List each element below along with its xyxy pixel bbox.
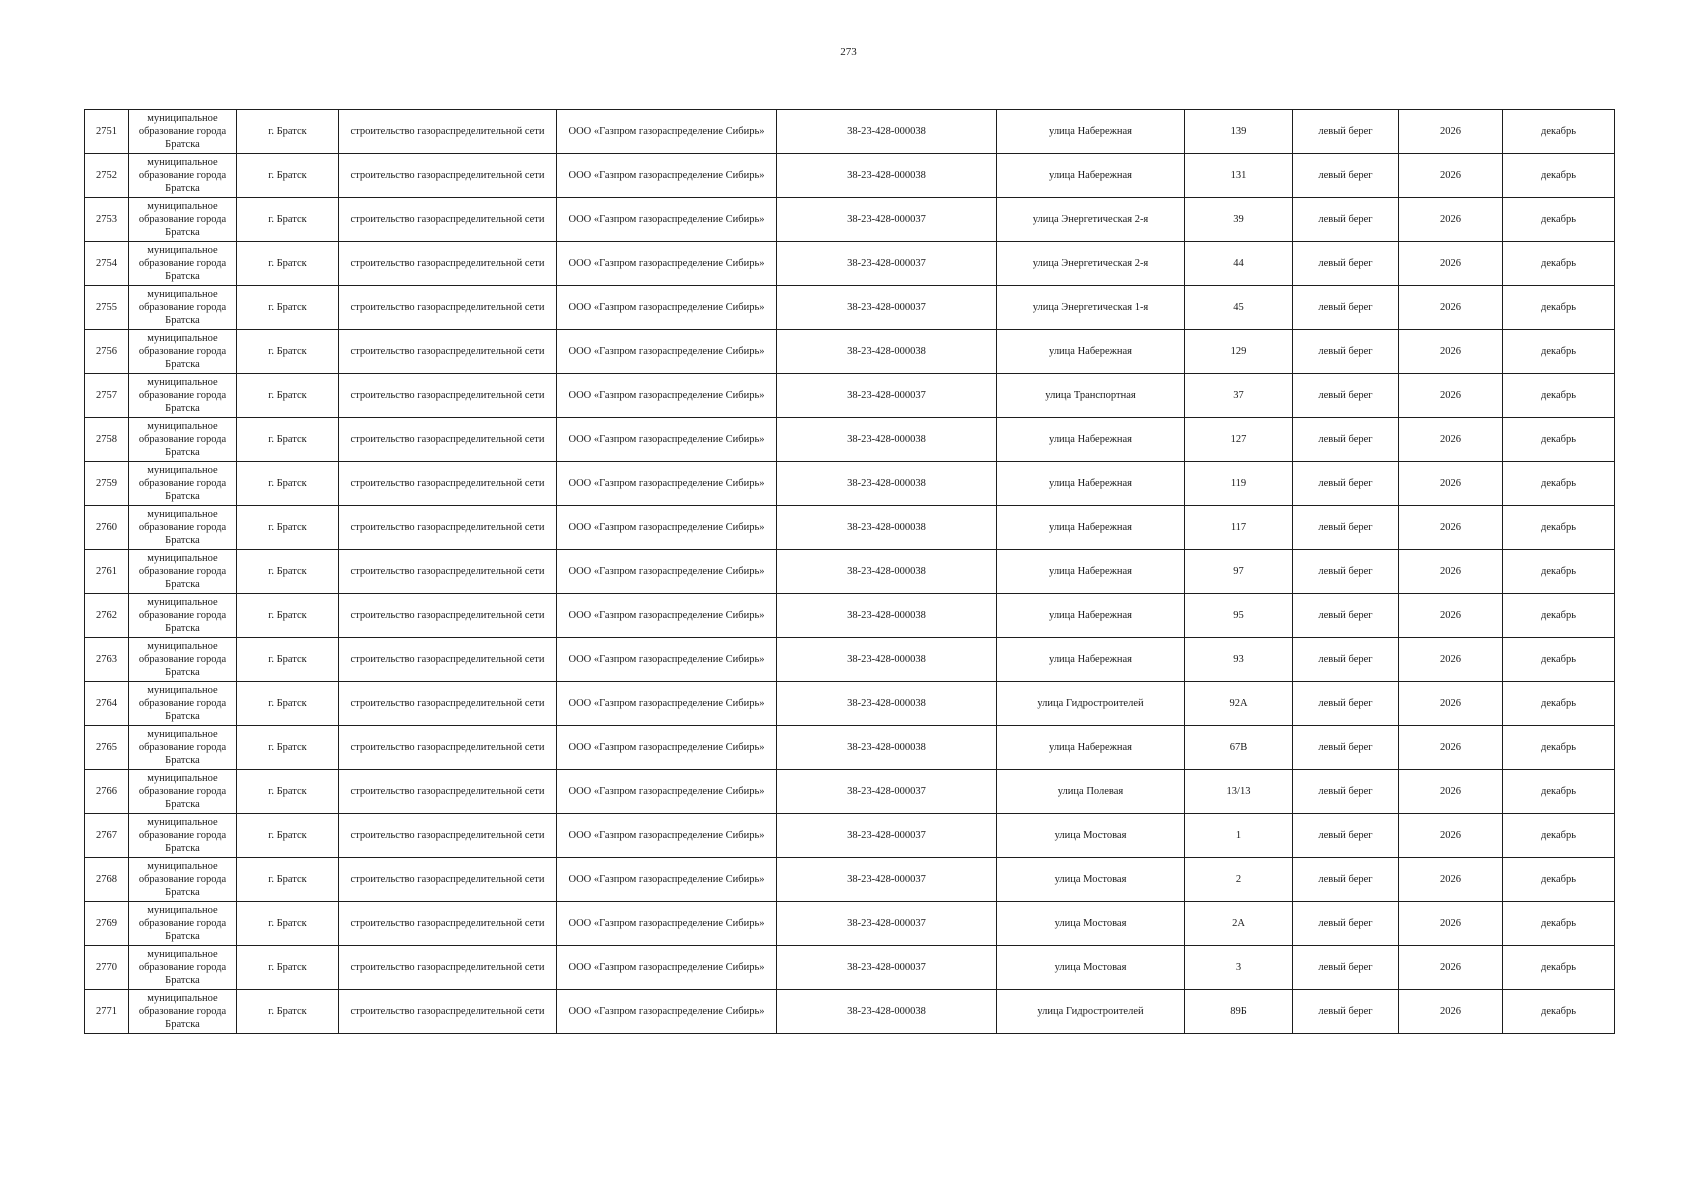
- house-number-cell: 45: [1185, 286, 1293, 330]
- month-cell: декабрь: [1503, 374, 1615, 418]
- registry-body: [85, 110, 1615, 1034]
- row-number-cell: 2758: [85, 418, 129, 462]
- house-number-cell: 119: [1185, 462, 1293, 506]
- river-bank-cell: левый берег: [1293, 858, 1399, 902]
- organization-cell: ООО «Газпром газораспределение Сибирь»: [557, 242, 777, 286]
- work-type-cell: строительство газораспределительной сети: [339, 814, 557, 858]
- row-number-cell: 2756: [85, 330, 129, 374]
- house-number-cell: 127: [1185, 418, 1293, 462]
- work-type-cell: строительство газораспределительной сети: [339, 902, 557, 946]
- organization-cell: ООО «Газпром газораспределение Сибирь»: [557, 814, 777, 858]
- network-code-cell: 38-23-428-000038: [777, 550, 997, 594]
- municipality-cell: муниципальное образование города Братска: [129, 286, 237, 330]
- street-cell: улица Энергетическая 1-я: [997, 286, 1185, 330]
- municipality-cell: муниципальное образование города Братска: [129, 902, 237, 946]
- table-row: [85, 154, 1615, 198]
- municipality-cell: муниципальное образование города Братска: [129, 990, 237, 1034]
- row-number-cell: 2763: [85, 638, 129, 682]
- year-cell: 2026: [1399, 110, 1503, 154]
- row-number-cell: 2767: [85, 814, 129, 858]
- municipality-cell: муниципальное образование города Братска: [129, 682, 237, 726]
- month-cell: декабрь: [1503, 286, 1615, 330]
- city-cell: г. Братск: [237, 902, 339, 946]
- house-number-cell: 2А: [1185, 902, 1293, 946]
- month-cell: декабрь: [1503, 110, 1615, 154]
- table-row: [85, 242, 1615, 286]
- work-type-cell: строительство газораспределительной сети: [339, 418, 557, 462]
- river-bank-cell: левый берег: [1293, 286, 1399, 330]
- work-type-cell: строительство газораспределительной сети: [339, 242, 557, 286]
- work-type-cell: строительство газораспределительной сети: [339, 594, 557, 638]
- table-row: [85, 330, 1615, 374]
- street-cell: улица Мостовая: [997, 946, 1185, 990]
- month-cell: декабрь: [1503, 594, 1615, 638]
- river-bank-cell: левый берег: [1293, 154, 1399, 198]
- table-row: [85, 594, 1615, 638]
- network-code-cell: 38-23-428-000038: [777, 682, 997, 726]
- row-number-cell: 2766: [85, 770, 129, 814]
- work-type-cell: строительство газораспределительной сети: [339, 682, 557, 726]
- month-cell: декабрь: [1503, 550, 1615, 594]
- organization-cell: ООО «Газпром газораспределение Сибирь»: [557, 330, 777, 374]
- year-cell: 2026: [1399, 726, 1503, 770]
- table-row: [85, 946, 1615, 990]
- organization-cell: ООО «Газпром газораспределение Сибирь»: [557, 418, 777, 462]
- work-type-cell: строительство газораспределительной сети: [339, 506, 557, 550]
- network-code-cell: 38-23-428-000037: [777, 374, 997, 418]
- organization-cell: ООО «Газпром газораспределение Сибирь»: [557, 638, 777, 682]
- river-bank-cell: левый берег: [1293, 770, 1399, 814]
- year-cell: 2026: [1399, 242, 1503, 286]
- city-cell: г. Братск: [237, 682, 339, 726]
- city-cell: г. Братск: [237, 814, 339, 858]
- work-type-cell: строительство газораспределительной сети: [339, 374, 557, 418]
- year-cell: 2026: [1399, 198, 1503, 242]
- municipality-cell: муниципальное образование города Братска: [129, 506, 237, 550]
- month-cell: декабрь: [1503, 990, 1615, 1034]
- organization-cell: ООО «Газпром газораспределение Сибирь»: [557, 990, 777, 1034]
- year-cell: 2026: [1399, 638, 1503, 682]
- work-type-cell: строительство газораспределительной сети: [339, 198, 557, 242]
- month-cell: декабрь: [1503, 330, 1615, 374]
- house-number-cell: 89Б: [1185, 990, 1293, 1034]
- work-type-cell: строительство газораспределительной сети: [339, 638, 557, 682]
- month-cell: декабрь: [1503, 638, 1615, 682]
- network-code-cell: 38-23-428-000037: [777, 902, 997, 946]
- municipality-cell: муниципальное образование города Братска: [129, 242, 237, 286]
- organization-cell: ООО «Газпром газораспределение Сибирь»: [557, 550, 777, 594]
- row-number-cell: 2760: [85, 506, 129, 550]
- street-cell: улица Мостовая: [997, 858, 1185, 902]
- table-row: [85, 462, 1615, 506]
- year-cell: 2026: [1399, 770, 1503, 814]
- work-type-cell: строительство газораспределительной сети: [339, 110, 557, 154]
- city-cell: г. Братск: [237, 242, 339, 286]
- row-number-cell: 2754: [85, 242, 129, 286]
- river-bank-cell: левый берег: [1293, 902, 1399, 946]
- municipality-cell: муниципальное образование города Братска: [129, 462, 237, 506]
- organization-cell: ООО «Газпром газораспределение Сибирь»: [557, 154, 777, 198]
- work-type-cell: строительство газораспределительной сети: [339, 550, 557, 594]
- house-number-cell: 67В: [1185, 726, 1293, 770]
- organization-cell: ООО «Газпром газораспределение Сибирь»: [557, 110, 777, 154]
- work-type-cell: строительство газораспределительной сети: [339, 770, 557, 814]
- house-number-cell: 1: [1185, 814, 1293, 858]
- river-bank-cell: левый берег: [1293, 110, 1399, 154]
- year-cell: 2026: [1399, 858, 1503, 902]
- network-code-cell: 38-23-428-000038: [777, 506, 997, 550]
- year-cell: 2026: [1399, 946, 1503, 990]
- organization-cell: ООО «Газпром газораспределение Сибирь»: [557, 946, 777, 990]
- work-type-cell: строительство газораспределительной сети: [339, 726, 557, 770]
- city-cell: г. Братск: [237, 990, 339, 1034]
- river-bank-cell: левый берег: [1293, 726, 1399, 770]
- river-bank-cell: левый берег: [1293, 198, 1399, 242]
- organization-cell: ООО «Газпром газораспределение Сибирь»: [557, 198, 777, 242]
- network-code-cell: 38-23-428-000037: [777, 286, 997, 330]
- network-code-cell: 38-23-428-000038: [777, 330, 997, 374]
- network-code-cell: 38-23-428-000037: [777, 770, 997, 814]
- row-number-cell: 2761: [85, 550, 129, 594]
- month-cell: декабрь: [1503, 198, 1615, 242]
- river-bank-cell: левый берег: [1293, 418, 1399, 462]
- house-number-cell: 95: [1185, 594, 1293, 638]
- house-number-cell: 93: [1185, 638, 1293, 682]
- municipality-cell: муниципальное образование города Братска: [129, 726, 237, 770]
- street-cell: улица Набережная: [997, 418, 1185, 462]
- table-row: [85, 814, 1615, 858]
- street-cell: улица Набережная: [997, 638, 1185, 682]
- river-bank-cell: левый берег: [1293, 374, 1399, 418]
- city-cell: г. Братск: [237, 858, 339, 902]
- city-cell: г. Братск: [237, 594, 339, 638]
- row-number-cell: 2752: [85, 154, 129, 198]
- row-number-cell: 2762: [85, 594, 129, 638]
- table-row: [85, 198, 1615, 242]
- work-type-cell: строительство газораспределительной сети: [339, 330, 557, 374]
- river-bank-cell: левый берег: [1293, 814, 1399, 858]
- street-cell: улица Энергетическая 2-я: [997, 198, 1185, 242]
- year-cell: 2026: [1399, 462, 1503, 506]
- city-cell: г. Братск: [237, 506, 339, 550]
- municipality-cell: муниципальное образование города Братска: [129, 550, 237, 594]
- year-cell: 2026: [1399, 902, 1503, 946]
- river-bank-cell: левый берег: [1293, 242, 1399, 286]
- river-bank-cell: левый берег: [1293, 638, 1399, 682]
- work-type-cell: строительство газораспределительной сети: [339, 946, 557, 990]
- table-row: [85, 550, 1615, 594]
- table-row: [85, 638, 1615, 682]
- table-row: [85, 770, 1615, 814]
- table-row: [85, 418, 1615, 462]
- year-cell: 2026: [1399, 286, 1503, 330]
- month-cell: декабрь: [1503, 902, 1615, 946]
- municipality-cell: муниципальное образование города Братска: [129, 594, 237, 638]
- table-row: [85, 726, 1615, 770]
- work-type-cell: строительство газораспределительной сети: [339, 462, 557, 506]
- organization-cell: ООО «Газпром газораспределение Сибирь»: [557, 594, 777, 638]
- city-cell: г. Братск: [237, 462, 339, 506]
- organization-cell: ООО «Газпром газораспределение Сибирь»: [557, 770, 777, 814]
- month-cell: декабрь: [1503, 946, 1615, 990]
- row-number-cell: 2771: [85, 990, 129, 1034]
- river-bank-cell: левый берег: [1293, 550, 1399, 594]
- network-code-cell: 38-23-428-000037: [777, 858, 997, 902]
- month-cell: декабрь: [1503, 726, 1615, 770]
- row-number-cell: 2764: [85, 682, 129, 726]
- house-number-cell: 131: [1185, 154, 1293, 198]
- month-cell: декабрь: [1503, 506, 1615, 550]
- row-number-cell: 2770: [85, 946, 129, 990]
- work-type-cell: строительство газораспределительной сети: [339, 858, 557, 902]
- city-cell: г. Братск: [237, 638, 339, 682]
- year-cell: 2026: [1399, 506, 1503, 550]
- network-code-cell: 38-23-428-000037: [777, 946, 997, 990]
- network-code-cell: 38-23-428-000038: [777, 638, 997, 682]
- city-cell: г. Братск: [237, 726, 339, 770]
- month-cell: декабрь: [1503, 814, 1615, 858]
- month-cell: декабрь: [1503, 154, 1615, 198]
- street-cell: улица Набережная: [997, 726, 1185, 770]
- street-cell: улица Гидростроителей: [997, 990, 1185, 1034]
- city-cell: г. Братск: [237, 330, 339, 374]
- municipality-cell: муниципальное образование города Братска: [129, 110, 237, 154]
- organization-cell: ООО «Газпром газораспределение Сибирь»: [557, 506, 777, 550]
- municipality-cell: муниципальное образование города Братска: [129, 946, 237, 990]
- organization-cell: ООО «Газпром газораспределение Сибирь»: [557, 462, 777, 506]
- month-cell: декабрь: [1503, 462, 1615, 506]
- river-bank-cell: левый берег: [1293, 682, 1399, 726]
- city-cell: г. Братск: [237, 374, 339, 418]
- river-bank-cell: левый берег: [1293, 594, 1399, 638]
- street-cell: улица Набережная: [997, 550, 1185, 594]
- year-cell: 2026: [1399, 594, 1503, 638]
- network-code-cell: 38-23-428-000037: [777, 814, 997, 858]
- network-code-cell: 38-23-428-000037: [777, 242, 997, 286]
- work-type-cell: строительство газораспределительной сети: [339, 286, 557, 330]
- row-number-cell: 2757: [85, 374, 129, 418]
- city-cell: г. Братск: [237, 418, 339, 462]
- row-number-cell: 2768: [85, 858, 129, 902]
- table-row: [85, 286, 1615, 330]
- network-code-cell: 38-23-428-000038: [777, 594, 997, 638]
- organization-cell: ООО «Газпром газораспределение Сибирь»: [557, 682, 777, 726]
- house-number-cell: 117: [1185, 506, 1293, 550]
- row-number-cell: 2753: [85, 198, 129, 242]
- street-cell: улица Набережная: [997, 330, 1185, 374]
- table-row: [85, 858, 1615, 902]
- house-number-cell: 92А: [1185, 682, 1293, 726]
- river-bank-cell: левый берег: [1293, 946, 1399, 990]
- year-cell: 2026: [1399, 814, 1503, 858]
- row-number-cell: 2759: [85, 462, 129, 506]
- month-cell: декабрь: [1503, 858, 1615, 902]
- organization-cell: ООО «Газпром газораспределение Сибирь»: [557, 726, 777, 770]
- street-cell: улица Набережная: [997, 154, 1185, 198]
- street-cell: улица Энергетическая 2-я: [997, 242, 1185, 286]
- year-cell: 2026: [1399, 154, 1503, 198]
- table-row: [85, 682, 1615, 726]
- house-number-cell: 44: [1185, 242, 1293, 286]
- house-number-cell: 39: [1185, 198, 1293, 242]
- city-cell: г. Братск: [237, 110, 339, 154]
- river-bank-cell: левый берег: [1293, 506, 1399, 550]
- page-number: 273: [840, 46, 857, 58]
- organization-cell: ООО «Газпром газораспределение Сибирь»: [557, 286, 777, 330]
- month-cell: декабрь: [1503, 682, 1615, 726]
- river-bank-cell: левый берег: [1293, 990, 1399, 1034]
- table-row: [85, 902, 1615, 946]
- street-cell: улица Набережная: [997, 594, 1185, 638]
- month-cell: декабрь: [1503, 242, 1615, 286]
- house-number-cell: 139: [1185, 110, 1293, 154]
- year-cell: 2026: [1399, 418, 1503, 462]
- municipality-cell: муниципальное образование города Братска: [129, 154, 237, 198]
- organization-cell: ООО «Газпром газораспределение Сибирь»: [557, 374, 777, 418]
- network-code-cell: 38-23-428-000038: [777, 726, 997, 770]
- network-code-cell: 38-23-428-000038: [777, 462, 997, 506]
- row-number-cell: 2751: [85, 110, 129, 154]
- row-number-cell: 2769: [85, 902, 129, 946]
- table-row: [85, 506, 1615, 550]
- organization-cell: ООО «Газпром газораспределение Сибирь»: [557, 858, 777, 902]
- work-type-cell: строительство газораспределительной сети: [339, 990, 557, 1034]
- house-number-cell: 129: [1185, 330, 1293, 374]
- network-code-cell: 38-23-428-000038: [777, 110, 997, 154]
- row-number-cell: 2765: [85, 726, 129, 770]
- network-code-cell: 38-23-428-000037: [777, 198, 997, 242]
- municipality-cell: муниципальное образование города Братска: [129, 198, 237, 242]
- street-cell: улица Набережная: [997, 462, 1185, 506]
- month-cell: декабрь: [1503, 770, 1615, 814]
- municipality-cell: муниципальное образование города Братска: [129, 418, 237, 462]
- year-cell: 2026: [1399, 550, 1503, 594]
- house-number-cell: 3: [1185, 946, 1293, 990]
- municipality-cell: муниципальное образование города Братска: [129, 814, 237, 858]
- house-number-cell: 2: [1185, 858, 1293, 902]
- municipality-cell: муниципальное образование города Братска: [129, 374, 237, 418]
- network-code-cell: 38-23-428-000038: [777, 990, 997, 1034]
- network-code-cell: 38-23-428-000038: [777, 154, 997, 198]
- street-cell: улица Набережная: [997, 110, 1185, 154]
- house-number-cell: 97: [1185, 550, 1293, 594]
- network-code-cell: 38-23-428-000038: [777, 418, 997, 462]
- municipality-cell: муниципальное образование города Братска: [129, 770, 237, 814]
- house-number-cell: 37: [1185, 374, 1293, 418]
- street-cell: улица Мостовая: [997, 902, 1185, 946]
- work-type-cell: строительство газораспределительной сети: [339, 154, 557, 198]
- street-cell: улица Гидростроителей: [997, 682, 1185, 726]
- year-cell: 2026: [1399, 330, 1503, 374]
- river-bank-cell: левый берег: [1293, 330, 1399, 374]
- city-cell: г. Братск: [237, 550, 339, 594]
- organization-cell: ООО «Газпром газораспределение Сибирь»: [557, 902, 777, 946]
- city-cell: г. Братск: [237, 946, 339, 990]
- year-cell: 2026: [1399, 374, 1503, 418]
- municipality-cell: муниципальное образование города Братска: [129, 858, 237, 902]
- city-cell: г. Братск: [237, 154, 339, 198]
- city-cell: г. Братск: [237, 286, 339, 330]
- house-number-cell: 13/13: [1185, 770, 1293, 814]
- street-cell: улица Мостовая: [997, 814, 1185, 858]
- municipality-cell: муниципальное образование города Братска: [129, 330, 237, 374]
- street-cell: улица Набережная: [997, 506, 1185, 550]
- row-number-cell: 2755: [85, 286, 129, 330]
- river-bank-cell: левый берег: [1293, 462, 1399, 506]
- city-cell: г. Братск: [237, 770, 339, 814]
- registry-table: [84, 109, 1615, 1034]
- municipality-cell: муниципальное образование города Братска: [129, 638, 237, 682]
- city-cell: г. Братск: [237, 198, 339, 242]
- street-cell: улица Транспортная: [997, 374, 1185, 418]
- street-cell: улица Полевая: [997, 770, 1185, 814]
- table-row: [85, 374, 1615, 418]
- table-row: [85, 110, 1615, 154]
- table-row: [85, 990, 1615, 1034]
- year-cell: 2026: [1399, 682, 1503, 726]
- month-cell: декабрь: [1503, 418, 1615, 462]
- year-cell: 2026: [1399, 990, 1503, 1034]
